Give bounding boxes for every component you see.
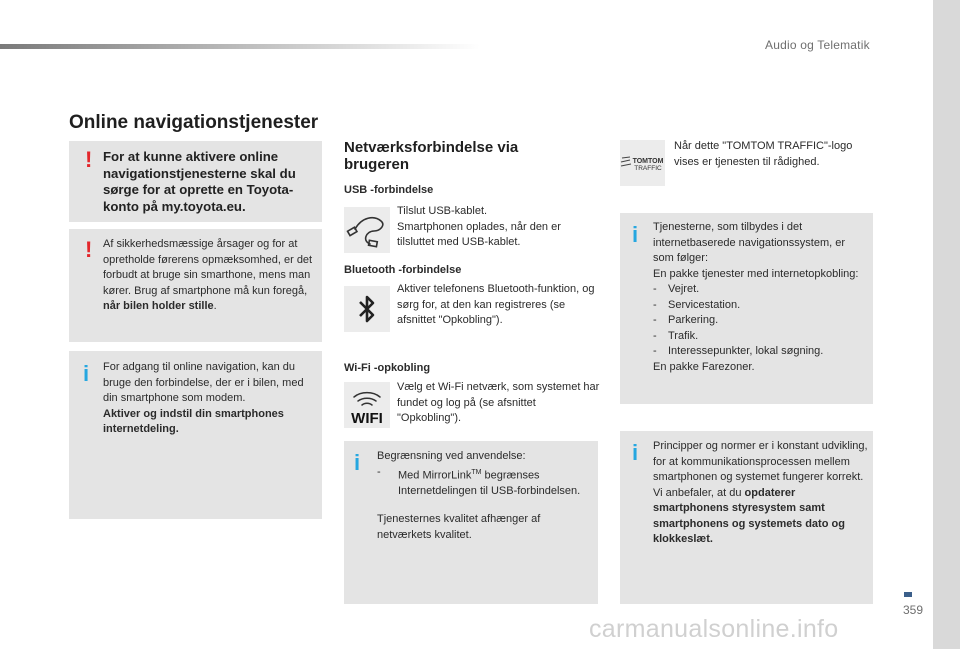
- limitations-intro: Begrænsning ved anvendelse:: [377, 450, 526, 462]
- list-item: [653, 329, 867, 345]
- safety-text: [103, 237, 319, 315]
- tomtom-logo-line2: TRAFFIC: [634, 165, 662, 172]
- mirrorlink-text: [392, 465, 587, 500]
- page-title: Online navigationstjenester: [69, 112, 319, 133]
- wifi-text: Vælg et Wi-Fi netværk, som systemet har fundet og log på (se afsnittet "Opkobling").: [397, 381, 600, 424]
- list-dash: -: [653, 314, 657, 326]
- list-item: [653, 344, 867, 360]
- services-package-intro: En pakke tjenester med internetopkobling:: [653, 267, 859, 280]
- tethering-text-body: For adgang til online navigation, kan du bruge den forbindelse, der er i bilen, med din smartphone som modem.: [103, 361, 304, 404]
- list-dash: -: [653, 329, 657, 342]
- list-item: [377, 465, 587, 500]
- list-dash: -: [653, 298, 657, 311]
- warning-account-text: For at kunne aktivere online navigationstjenesterne skal du sørge for at oprette en Toyota-konto på my.toyota.eu.: [103, 149, 296, 214]
- mirrorlink-pre: Med MirrorLink: [398, 469, 472, 482]
- mirrorlink-sup: TM: [471, 468, 482, 476]
- page-number: 359: [903, 603, 924, 617]
- services-text: [653, 220, 867, 375]
- principles-text-bold: opdaterer smartphonens styresystem samt smartphonens og systemets dato og klokkeslæt.: [653, 486, 845, 545]
- service-item-label: Parkering.: [668, 314, 719, 326]
- list-dash: -: [653, 283, 657, 295]
- tomtom-traffic-logo: [620, 140, 665, 186]
- section-label: Audio og Telematik: [765, 38, 870, 52]
- principles-text: [653, 439, 869, 548]
- tomtom-logo-line1: TOMTOM: [632, 158, 664, 165]
- usb-cable-icon: [344, 207, 390, 253]
- info-icon: i: [83, 361, 90, 386]
- safety-text-end: .: [213, 300, 217, 312]
- info-icon: i: [632, 222, 639, 247]
- info-icon: i: [354, 450, 361, 475]
- warning-box-safety: [69, 229, 322, 342]
- bluetooth-title: Bluetooth -forbindelse: [344, 264, 462, 276]
- quality-text: Tjenesternes kvalitet afhænger af netværkets kvalitet.: [377, 513, 541, 541]
- info-box-services: [620, 213, 873, 404]
- watermark: carmanualsonline.info: [589, 615, 839, 643]
- list-item: [653, 282, 867, 298]
- bluetooth-text: Aktiver telefonens Bluetooth-funktion, og sørg for, at den kan registreres (se afsnittet "Opkobling").: [397, 283, 595, 326]
- usb-text-line2: Smartphonen oplades, når den er tilsluttet med USB-kablet.: [397, 220, 561, 248]
- warning-icon: !: [85, 147, 93, 172]
- services-list: [653, 282, 867, 360]
- service-item-label: Servicestation.: [668, 298, 741, 311]
- info-box-principles: [620, 431, 873, 604]
- header-gradient-bar: [0, 44, 480, 49]
- safety-text-bold: når bilen holder stille: [103, 300, 214, 312]
- safety-text-body: Af sikkerhedsmæssige årsager og for at opretholde førerens opmæksomhed, er det forbudt at bruge sin smarthone, mens man kører. Brug af smartphone må kun foregå,: [103, 238, 313, 297]
- service-item-label: Trafik.: [668, 329, 699, 342]
- tethering-text-bold: Aktiver og indstil din smartphones internetdeling.: [103, 407, 284, 435]
- usb-title: USB -forbindelse: [344, 184, 434, 196]
- mirrorlink-post: begrænses Internetdelingen til USB-forbindelsen.: [398, 469, 581, 497]
- principles-text-body: Principper og normer er i konstant udvikling, for at kommunikationsprocessen mellem smartphonen og systemet fungerer korrekt. Vi anbefaler, at du: [653, 440, 868, 499]
- network-heading: Netværksforbindelse via brugeren: [344, 139, 519, 173]
- info-icon: i: [632, 440, 639, 465]
- list-dash: -: [653, 345, 657, 357]
- service-item-label: Vejret.: [668, 283, 700, 295]
- services-outro: En pakke Farezoner.: [653, 360, 755, 373]
- list-item: [653, 298, 867, 314]
- usb-text-line1: Tilslut USB-kablet.: [397, 205, 488, 217]
- tomtom-text: Når dette "TOMTOM TRAFFIC"-logo vises er tjenesten til rådighed.: [674, 140, 853, 168]
- info-box-tethering: [69, 351, 322, 519]
- bluetooth-icon: [344, 286, 390, 332]
- wifi-icon: [344, 382, 390, 428]
- list-dash: -: [377, 465, 381, 478]
- info-box-limitations: [344, 441, 598, 604]
- service-item-label: Interessepunkter, lokal søgning.: [668, 345, 824, 357]
- page-marker: [904, 592, 912, 597]
- wifi-title: Wi-Fi -opkobling: [344, 362, 431, 374]
- warning-icon: !: [85, 237, 93, 262]
- usb-text: [397, 204, 587, 251]
- side-strip: [933, 0, 960, 649]
- wifi-icon-label: WIFI: [351, 410, 383, 427]
- tethering-text: [103, 360, 321, 438]
- limitations-text: [377, 449, 587, 543]
- services-intro: Tjenesterne, som tilbydes i det internetbaserede navigationssystem, er som følger:: [653, 221, 845, 264]
- warning-box-account: [69, 141, 322, 222]
- list-item: [653, 313, 867, 329]
